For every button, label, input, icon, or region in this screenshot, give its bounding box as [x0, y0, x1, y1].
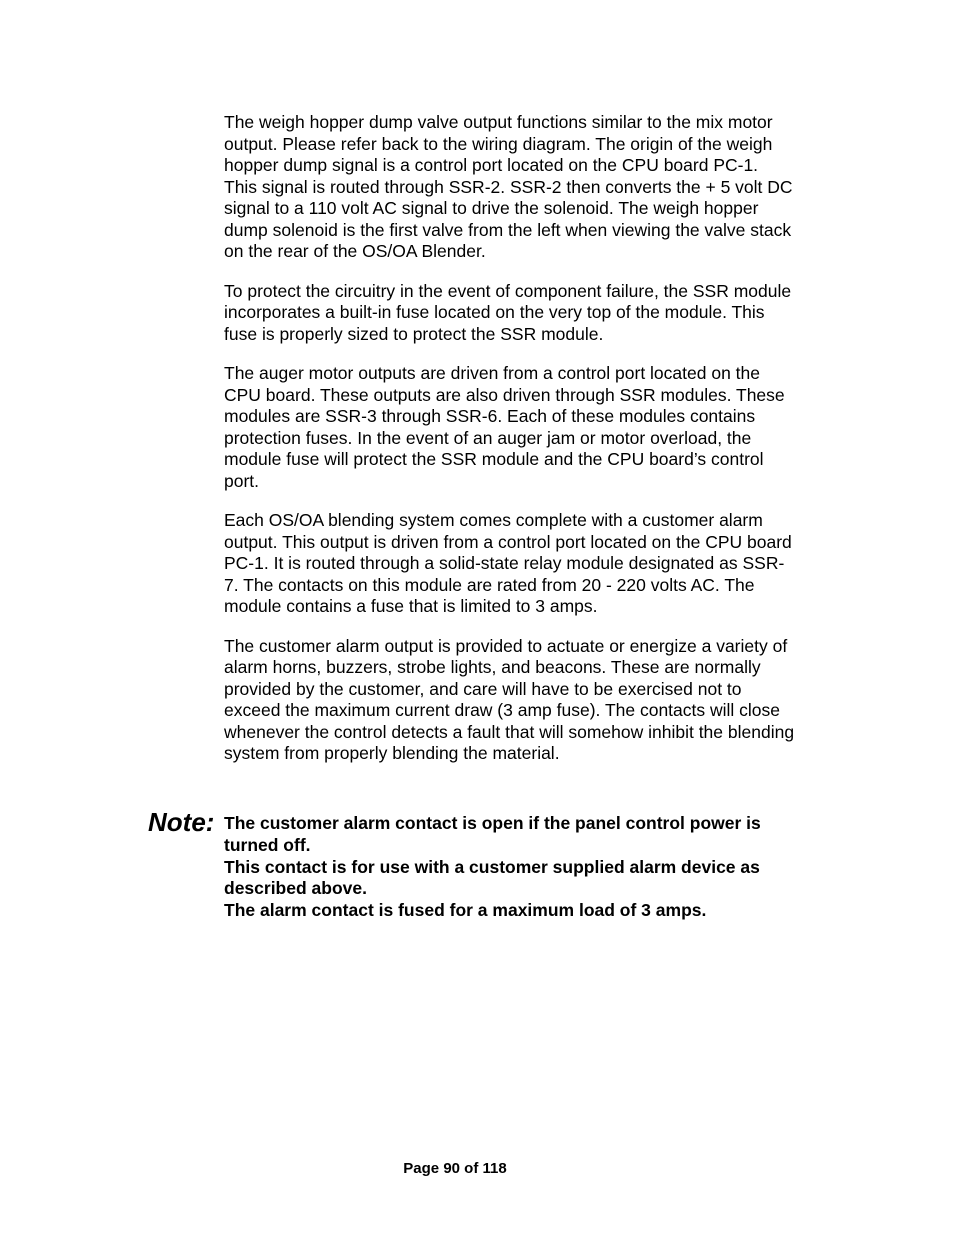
- paragraph-ssr-fuse-protection: To protect the circuitry in the event of component failure, the SSR module incorporates a built-in fuse located on the very top of the module. This fuse is properly sized to protect the SSR module.: [224, 280, 792, 344]
- paragraph-alarm-devices: The customer alarm output is provided to actuate or energize a variety of alarm horns, buzzers, strobe lights, and beacons. These are normally provided by the customer, and care will have to be exercised not to exceed the maximum current draw (3 amp fuse). The contacts will close whenever the control detects a fault that will somehow inhibit the blending system from properly blending the material.: [224, 635, 795, 763]
- paragraph-customer-alarm-output: Each OS/OA blending system comes complete with a customer alarm output. This output is driven from a control port located on the CPU board PC-1. It is routed through a solid-state relay module designated as SSR- 7. The contacts on this module are rated from 20 - 220 volts AC. The module contains a fuse that is limited to 3 amps.: [224, 510, 792, 616]
- note-text: [224, 813, 838, 922]
- body-text: [224, 112, 838, 783]
- note-line-fused-max-load: The alarm contact is fused for a maximum load of 3 amps.: [224, 900, 707, 921]
- page-number: Page 90 of 118: [403, 1160, 507, 1177]
- paragraph-weigh-hopper-dump-valve: The weigh hopper dump valve output functions similar to the mix motor output. Please refer back to the wiring diagram. The origin of the weigh hopper dump signal is a control port located on the CPU board PC-1. This signal is routed through SSR-2. SSR-2 then converts the + 5 volt DC signal to a 110 volt AC signal to drive the solenoid. The weigh hopper dump solenoid is the first valve from the left when viewing the valve stack on the rear of the OS/OA Blender.: [224, 112, 793, 261]
- note-label: Note:: [148, 807, 215, 837]
- note-line-customer-device: This contact is for use with a customer supplied alarm device as described above.: [224, 856, 760, 899]
- paragraph-auger-motor-outputs: The auger motor outputs are driven from a control port located on the CPU board. These outputs are also driven through SSR modules. These modules are SSR-3 through SSR-6. Each of these modules contains protection fuses. In the event of an auger jam or motor overload, the module fuse will protect the SSR module and the CPU board’s control port.: [224, 363, 785, 491]
- note-line-contact-open: The customer alarm contact is open if the panel control power is turned off.: [224, 813, 761, 855]
